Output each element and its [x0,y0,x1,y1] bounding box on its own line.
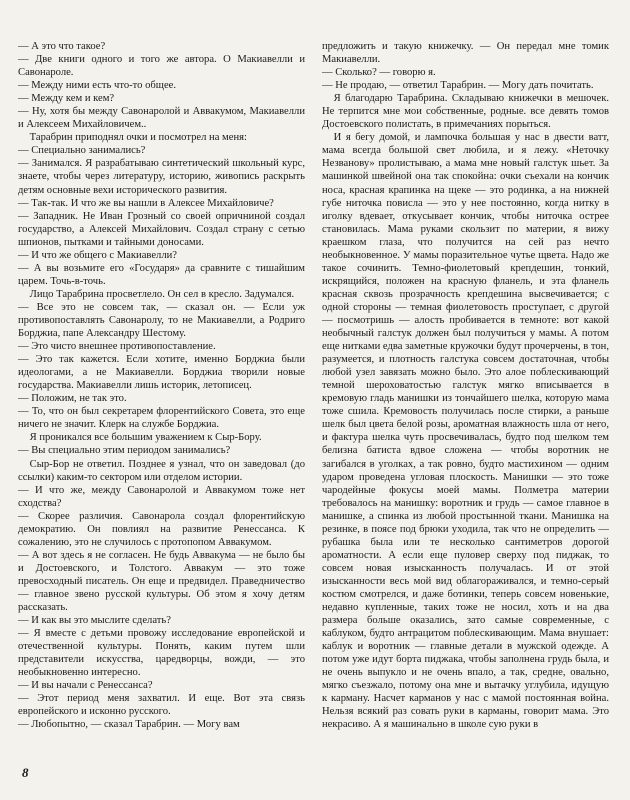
paragraph: — Не продаю, — ответил Тарабрин. — Могу дать почитать. [322,80,594,92]
paragraph: — Этот период меня захватил. И еще. Вот эта связь европейского и исконно русского. [18,693,305,718]
paragraph: — Так-так. И что же вы нашли в Алексее Михайловиче? [18,197,274,209]
paragraph: предложить и такую книжечку. — Он передал мне томик Макиавелли. [322,41,609,66]
paragraph: — И что же общего с Макиавелли? [18,249,177,261]
paragraph: — Между кем и кем? [18,93,115,105]
paragraph: — А вы возьмите его «Государя» да сравните с тишайшим царем. Точь-в-точь. [18,262,305,287]
paragraph: — Это чисто внешнее противопоставление. [18,341,216,353]
left-column [18,40,305,731]
paragraph: — Занимался. Я разрабатываю синтетический школьный курс, знаете, чтобы через литературу, историю, живопись раскрыть детям основные вехи исторического развития. [18,158,305,196]
paragraph: И я бегу домой, и лампочка большая у нас в двести ватт, мама всегда большой свет любила, и я лежу. «Неточку Незванову» пролистываю, а мама мне новый галстук шьет. За машинкой швейной она так спокойна: очки съехали на кончик носа, красная крапинка на щеке — это родинка, а на нижней губе ниточка повисла — это у нее постоянно, когда нитку в иголку вдевает, откусывает кончик, чтобы ниточка острее становилась. Мама руками скользит по материи, я вижу краешком глаза, что получится на сей раз нечто необыкновенное. У мамы поразительное чутье щвета. Надо же такое сочинить. Темно-фиолетовый крепдешин, тонкий, искрящийся, положен на красную фланель, и эта фланель красная сквозь прозрачность крепдешина высвечивается; с одной стороны — темная фиолетовость проступает, с другой — посмотришь — алость пробивается в темноте: вот какой необычный галстук должен был получиться у мамы. А потом еще нитками едва заметные кружочки будут прочерчены, в тон, разумеется, и плотность галстука совсем достаточная, чтобы любой узел завязать можно было. Это алое поблескивающий темной шероховатостью галстук мягко вписывается в кремовую гладь манишки из тончайшего шелка, которую мама тоже сшила. Кремовость получилась после стирки, а раньше шелк был цвета белой розы, ароматная влажность шла от него, и фактура шелка чуть просвечивалась, будто под шелком тем белизна батиста вдвое сложена — чтобы воротник не загибался в уголках, а так ровно, будто мастихином — одним ударом проведена угловая плоскость. Манишки — это тоже чародейные фокусы моей мамы. Полметра материи требовалось на манишку: воротник и грудь — самое главное в манишке, а спинка из любой простынной ткани. Манишка на резинке, в поясе под брюки уходила, так что не определить — рубашка была или те несколько сантиметров дорогой ароматности. А если еще пуловер сверху под пиджак, то совсем новая изысканность получалась. И от этой изысканности весь мой вид облагораживался, и темно-серый костюм смотрелся, и даже ботинки, теперь совсем новенькие, недавно купленные, таких тоже не носил, хоть и на два размера больше оказались, зато самые современные, с каблуком, будто антрацитом поблескивающим. Мама внушает: каблук и воротник — главные детали в мужской одежде. А потом уже идут борта пиджака, чтобы заполнена грудь была, и не очень выпукло и не очень впало, а так, средне, овально, мягко съезжало, потому она мне и вытачку углубила, идущую к карману. Насчет карманов у нас с мамой постоянная война. Нельзя всякий раз совать руки в карманы, говорит мама. Это некрасиво. А я машинально в школе сую руки в [322,132,609,731]
paragraph: — Сколько? — говорю я. [322,67,436,79]
paragraph: — Между ними есть что-то общее. [18,80,176,92]
paragraph: — Специально занимались? [18,145,146,157]
paragraph: — И что же, между Савонаролой и Аввакумом тоже нет сходства? [18,484,305,509]
paragraph: — Скорее различия. Савонарола создал флорентийскую демократию. Он повлиял на развитие Ренессанса. К сожалению, это не случилось с протопопом Аввакумом. [18,510,305,548]
paragraph: — Вы специально этим периодом занимались? [18,445,231,457]
right-column [322,40,609,731]
paragraph: — А это что такое? [18,41,106,52]
paragraph: Лицо Тарабрина просветлело. Он сел в кресло. Задумался. [29,288,295,300]
paragraph: — Западник. Не Иван Грозный со своей опричниной создал государство, а Алексей Михайлович. Создал страну с сетью шпионов, пытками и тайными доносами. [18,210,305,248]
paragraph: — Все это не совсем так, — сказал он. — Если уж противопоставлять Савонаролу, то не Макиавелли, а Родриго Борджиа, папе Александру Шестому. [18,301,305,340]
paragraph: — Я вместе с детьми провожу исследование европейской и отечественной культуры. Понять, каким путем шли представители искусства, царедворцы, вожди, — это необыкновенно интересно. [18,628,305,679]
paragraph: — А вот здесь я не согласен. Не будь Аввакума — не было бы и Достоевского, и Толстого. Аввакум — это тоже превосходный писатель. Он еще и предвидел. Праведничество — главное звено русской культуры. Об этом я хочу детям рассказать. [18,549,305,614]
paragraph: — Это так кажется. Если хотите, именно Борджиа были идеологами, а не Макиавелли. Борджиа творили новые государства. Макиавелли лишь историк, летописец. [18,354,305,392]
paragraph: — И вы начали с Ренессанса? [18,680,153,692]
paragraph: — И как вы это мыслите сделать? [18,615,171,627]
paragraph: Я проникался все большим уважением к Сыр-Бору. [29,432,262,444]
paragraph: — Ну, хотя бы между Савонаролой и Аввакумом, Макиавелли и Алексеем Михайловичем.. [18,106,305,131]
paragraph: — Две книги одного и того же автора. О Макиавелли и Савонароле. [18,54,305,79]
paragraph: — Положим, не так это. [18,393,127,405]
paragraph: — То, что он был секретарем флорентийского Совета, это еще ничего не значит. Клерк на службе Борджиа. [18,406,305,431]
paragraph: Тарабрин приподнял очки и посмотрел на меня: [29,132,247,144]
paragraph: Я благодарю Тарабрина. Складываю книжечки в мешочек. Не терпится мне мои собственные, родные. все девять томов Достоевского полистать, в примечаниях порыться. [322,93,609,131]
page-number: 8 [22,765,29,780]
paragraph: Сыр-Бор не ответил. Позднее я узнал, что он заведовал (до ссылки) каким-то сектором или отделом истории. [18,458,305,483]
paragraph: — Любопытно, — сказал Тарабрин. — Могу вам [18,719,240,731]
